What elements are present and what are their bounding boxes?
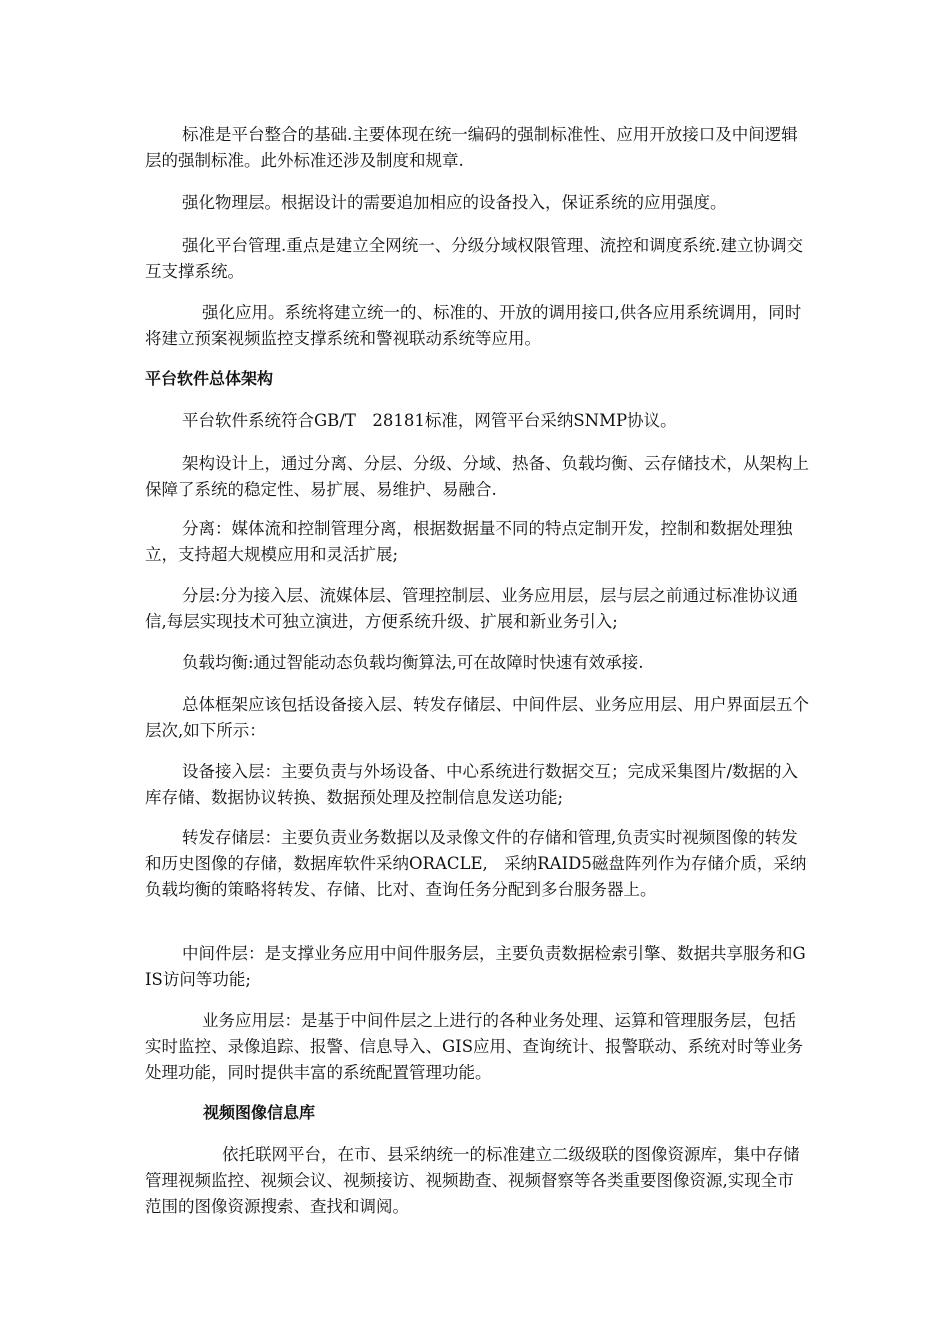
paragraph-load-balancing: 负载均衡:通过智能动态负载均衡算法,可在故障时快速有效承接. — [182, 653, 644, 672]
paragraph-architecture-design: 架构设计上，通过分离、分层、分级、分域、热备、负载均衡、云存储技术，从架构上保障了系统的稳定性、易扩展、易维护、易融合. — [145, 454, 809, 499]
paragraph-separation: 分离：媒体流和控制管理分离，根据数据量不同的特点定制开发，控制和数据处理独立，支持超大规模应用和灵活扩展; — [145, 519, 793, 564]
paragraph-gb-standard: 平台软件系统符合GB/T 28181标准，网管平台采纳SNMP协议。 — [182, 411, 677, 430]
paragraph-business-application-layer: 业务应用层：是基于中间件层之上进行的各种业务处理、运算和管理服务层，包括实时监控、录像追踪、报警、信息导入、GIS应用、查询统计、报警联动、系统对时等业务处理功能，同时提供丰富的系统配置管理功能。 — [145, 1011, 804, 1082]
paragraph-standards: 标准是平台整合的基础.主要体现在统一编码的强制标准性、应用开放接口及中间逻辑层的强制标准。此外标准还涉及制度和规章. — [145, 125, 798, 170]
paragraph-device-access-layer: 设备接入层：主要负责与外场设备、中心系统进行数据交互；完成采集图片/数据的入库存储、数据协议转换、数据预处理及控制信息发送功能; — [145, 762, 799, 807]
paragraph-physical-layer: 强化物理层。根据设计的需要追加相应的设备投入，保证系统的应用强度。 — [182, 193, 727, 212]
paragraph-layering: 分层:分为接入层、流媒体层、管理控制层、业务应用层，层与层之前通过标准协议通信,每层实现技术可独立演进，方便系统升级、扩展和新业务引入; — [145, 586, 799, 631]
section-heading-software-architecture: 平台软件总体架构 — [145, 369, 274, 388]
paragraph-overall-framework: 总体框架应该包括设备接入层、转发存储层、中间件层、业务应用层、用户界面层五个层次,如下所示： — [145, 695, 809, 740]
paragraph-middleware-layer: 中间件层：是支撑业务应用中间件服务层，主要负责数据检索引擎、数据共享服务和GIS访问等功能; — [145, 944, 806, 989]
paragraph-application: 强化应用。系统将建立统一的、标准的、开放的调用接口,供各应用系统调用，同时将建立预案视频监控支撑系统和警视联动系统等应用。 — [145, 303, 802, 348]
section-heading-video-image-library: 视频图像信息库 — [203, 1103, 316, 1122]
paragraph-image-resource-library: 依托联网平台，在市、县采纳统一的标准建立二级级联的图像资源库，集中存储管理视频监控、视频会议、视频接访、视频勘查、视频督察等各类重要图像资源,实现全市范围的图像资源搜索、查找和调阅。 — [145, 1145, 800, 1216]
paragraph-platform-management: 强化平台管理.重点是建立全网统一、分级分域权限管理、流控和调度系统.建立协调交互支撑系统。 — [145, 236, 803, 281]
paragraph-forward-storage-layer: 转发存储层：主要负责业务数据以及录像文件的存储和管理,负责实时视频图像的转发和历史图像的存储，数据库软件采纳ORACLE, 采纳RAID5磁盘阵列作为存储介质，采纳负载均衡的策略将转发、存储、比对、查询任务分配到多台服务器上。 — [145, 828, 807, 899]
